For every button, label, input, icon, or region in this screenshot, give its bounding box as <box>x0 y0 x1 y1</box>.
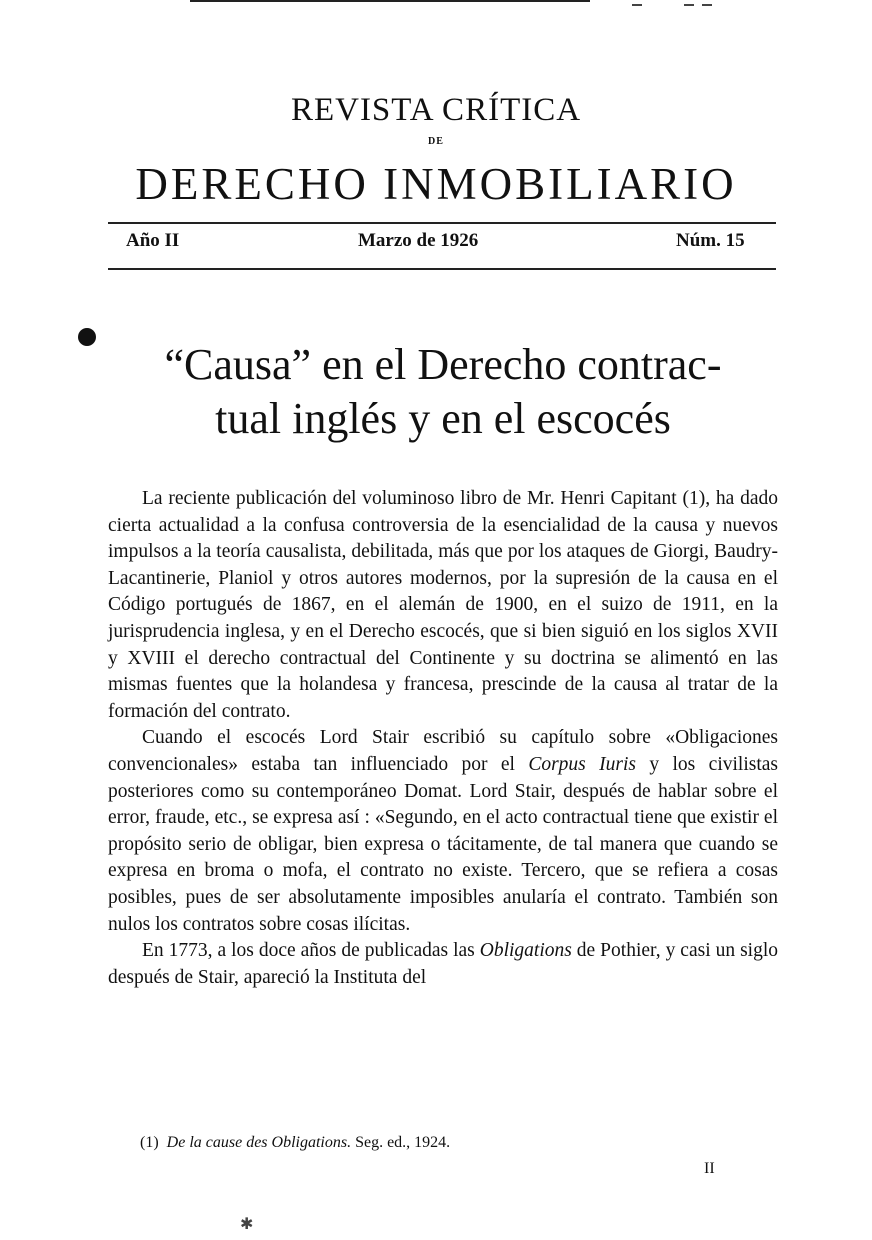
article-title-line-2: tual inglés y en el escocés <box>215 394 671 443</box>
ink-dot-icon <box>78 328 96 346</box>
paragraph-3-text-cont: de Pothier, y casi un siglo después de Stair, apareció la Instituta del <box>108 940 778 988</box>
footnote-marker: (1) <box>140 1134 159 1151</box>
masthead-subtitle: DERECHO INMOBILIARIO <box>135 159 737 209</box>
masthead-connector: DE <box>428 136 444 147</box>
footnote <box>140 1134 780 1152</box>
issue-date: Marzo de 1926 <box>358 230 479 251</box>
ink-smudge-icon: ✱ <box>240 1216 254 1233</box>
paragraph-2 <box>108 725 778 938</box>
paragraph-3-italic: Obligations <box>479 940 572 962</box>
masthead-rule-bottom <box>108 268 776 270</box>
paragraph-3 <box>108 938 778 991</box>
masthead-title: REVISTA CRÍTICA <box>290 92 582 128</box>
paragraph-1: La reciente publicación del voluminoso libro de Mr. Henri Capitant (1), ha dado cierta actualidad a la confusa controversia de la esencialidad de la causa y nuevos impulsos a la teoría causalista, debilitada, más que por los ataques de Giorgi, Baudry-Lacantinerie, Planiol y otros autores modernos, por la supresión de la causa en el Código portugués de 1867, en el alemán de 1900, en el suizo de 1911, en la jurisprudencia inglesa, y en el Derecho escocés, que si bien siguió en los siglos XVII y XVIII el derecho contractual del Continente y su doctrina se alimentó en las mismas fuentes que la holandesa y francesa, prescinde de la causa al tratar de la formación del contrato. <box>108 488 778 722</box>
paragraph-2-text-cont: y los civilistas posteriores como su contemporáneo Domat. Lord Stair, después de hablar sobre el error, fraude, etc., se expresa así : «Segundo, en el acto contractual tiene que existir el propósito serio de obligar, bien expresa o tácitamente, de tal manera que cuando se expresa en broma o mofa, el contrato no existe. Tercero, que se refiera a cosas posibles, pues de ser absolutamente imposibles anularía el contrato. También son nulos los contratos sobre cosas ilícitas. <box>108 753 778 935</box>
top-border-rule <box>190 0 590 2</box>
top-mark-dash <box>632 4 642 6</box>
issue-number: Núm. 15 <box>676 230 745 251</box>
masthead-rule-top <box>108 222 776 224</box>
paragraph-2-italic: Corpus Iuris <box>528 753 636 775</box>
article-title <box>98 338 788 446</box>
article-body <box>108 486 778 991</box>
article-title-line-1: “Causa” en el Derecho contrac- <box>164 340 722 389</box>
page-number: II <box>704 1160 715 1177</box>
paragraph-2-text: Cuando el escocés Lord Stair escribió su capítulo sobre «Obligaciones convencionales» estaba tan influenciado por el <box>108 727 778 775</box>
top-mark-dash <box>702 4 712 6</box>
footnote-edition: Seg. ed., 1924. <box>351 1134 451 1151</box>
paragraph-3-text: En 1773, a los doce años de publicadas las <box>142 940 480 962</box>
issue-year: Año II <box>126 230 180 251</box>
footnote-title: De la cause des Obligations. <box>166 1134 352 1151</box>
top-mark-dash <box>684 4 694 6</box>
